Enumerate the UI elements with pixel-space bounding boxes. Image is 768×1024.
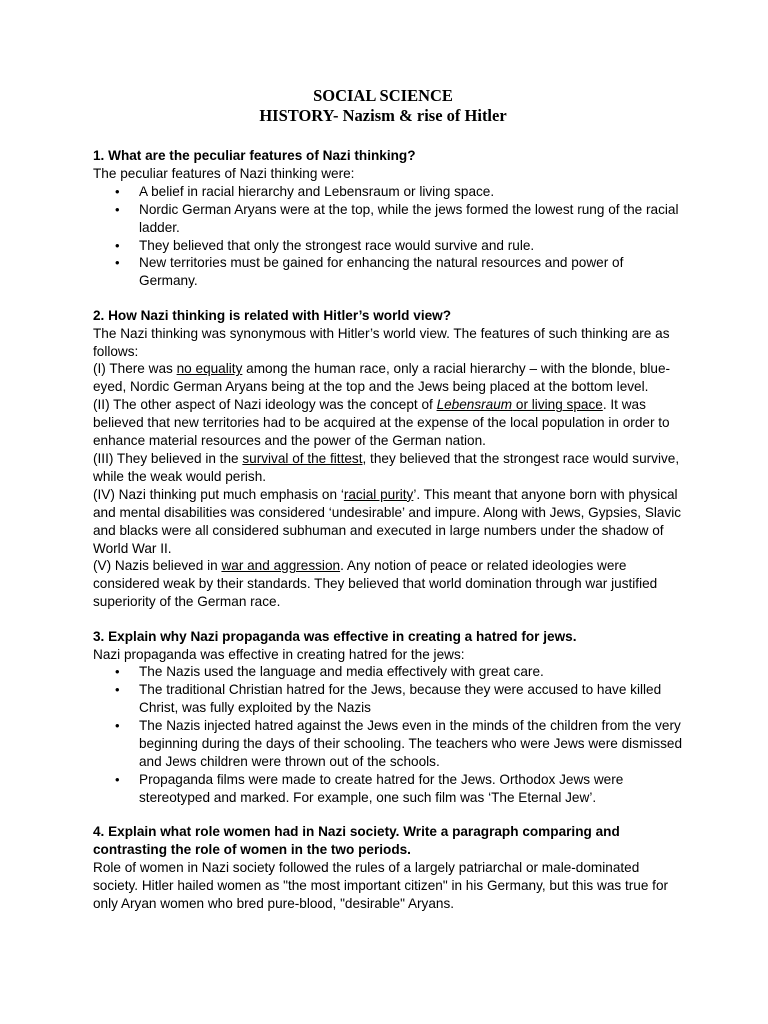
section-3 bbox=[93, 628, 683, 807]
document-page bbox=[93, 86, 683, 913]
list-item: • Nordic German Aryans were at the top, while the jews formed the lowest rung of the racial ladder. bbox=[115, 201, 679, 235]
document-title bbox=[93, 86, 673, 126]
list-item: • New territories must be gained for enhancing the natural resources and power of Germany. bbox=[115, 255, 624, 289]
answer-2-point-5: (V) Nazis believed in war and aggression. Any notion of peace or related ideologies were considered weak by their standards. They believed that world domination through war justified superiority of the German race. bbox=[93, 558, 658, 610]
bullet-icon: • bbox=[115, 255, 120, 271]
answer-1-list bbox=[93, 183, 683, 290]
question-2: 2. How Nazi thinking is related with Hitler’s world view? bbox=[93, 307, 452, 323]
bullet-icon: • bbox=[115, 771, 120, 787]
list-item: • The traditional Christian hatred for the Jews, because they were accused to have killed Christ, was fully exploited by the Nazis bbox=[115, 682, 662, 716]
question-1: 1. What are the peculiar features of Nazi thinking? bbox=[93, 148, 416, 163]
answer-3-list bbox=[93, 663, 683, 806]
section-4 bbox=[93, 823, 683, 913]
answer-2-point-4: (IV) Nazi thinking put much emphasis on ‘racial purity’. This meant that anyone born with physical and mental disabilities was considered ‘undesirable’ and impure. Along with Jews, Gypsies, Slavic and blacks were all considered subhuman and executed in large numbers under the shadow of World War II. bbox=[93, 486, 682, 556]
list-item: • The Nazis injected hatred against the Jews even in the minds of the children from the very beginning during the days of their schooling. The teachers who were Jews were dismissed and Jews children were thrown out of the schools. bbox=[115, 718, 683, 769]
question-3: 3. Explain why Nazi propaganda was effective in creating a hatred for jews. bbox=[93, 628, 577, 644]
bullet-icon: • bbox=[115, 237, 120, 253]
bullet-icon: • bbox=[115, 183, 120, 199]
list-item: • They believed that only the strongest race would survive and rule. bbox=[115, 237, 535, 253]
answer-2-intro: The Nazi thinking was synonymous with Hitler’s world view. The features of such thinking are as follows: bbox=[93, 325, 670, 359]
answer-2-point-1: (I) There was no equality among the human race, only a racial hierarchy – with the blonde, blue-eyed, Nordic German Aryans being at the top and the Jews being placed at the bottom level. bbox=[93, 361, 671, 395]
answer-2-point-3: (III) They believed in the survival of the fittest, they believed that the strongest race would survive, while the weak would perish. bbox=[93, 451, 680, 484]
list-item: • Propaganda films were made to create hatred for the Jews. Orthodox Jews were stereotyped and marked. For example, one such film was ‘The Eternal Jew’. bbox=[115, 771, 624, 805]
section-2 bbox=[93, 307, 683, 611]
answer-1-intro: The peculiar features of Nazi thinking were: bbox=[93, 165, 355, 181]
subject-heading: SOCIAL SCIENCE bbox=[313, 86, 453, 105]
chapter-heading: HISTORY- Nazism & rise of Hitler bbox=[259, 106, 507, 125]
list-item: • The Nazis used the language and media effectively with great care. bbox=[115, 664, 544, 680]
bullet-icon: • bbox=[115, 718, 120, 734]
bullet-icon: • bbox=[115, 664, 120, 680]
list-item: • A belief in racial hierarchy and Lebensraum or living space. bbox=[115, 183, 495, 199]
question-4: 4. Explain what role women had in Nazi society. Write a paragraph comparing and contrasting the role of women in the two periods. bbox=[93, 824, 620, 858]
answer-2-point-2: (II) The other aspect of Nazi ideology was the concept of Lebensraum or living space. It was believed that new territories had to be acquired at the expense of the local population in order to enhance material resources and the power of the German nation. bbox=[93, 397, 670, 449]
bullet-icon: • bbox=[115, 201, 120, 217]
bullet-icon: • bbox=[115, 682, 120, 698]
section-1 bbox=[93, 147, 683, 290]
answer-3-intro: Nazi propaganda was effective in creating hatred for the jews: bbox=[93, 646, 465, 662]
answer-4-body: Role of women in Nazi society followed the rules of a largely patriarchal or male-dominated society. Hitler hailed women as "the most important citizen" in his Germany, but this was true for only Aryan women who bred pure-blood, "desirable" Aryans. bbox=[93, 860, 669, 911]
